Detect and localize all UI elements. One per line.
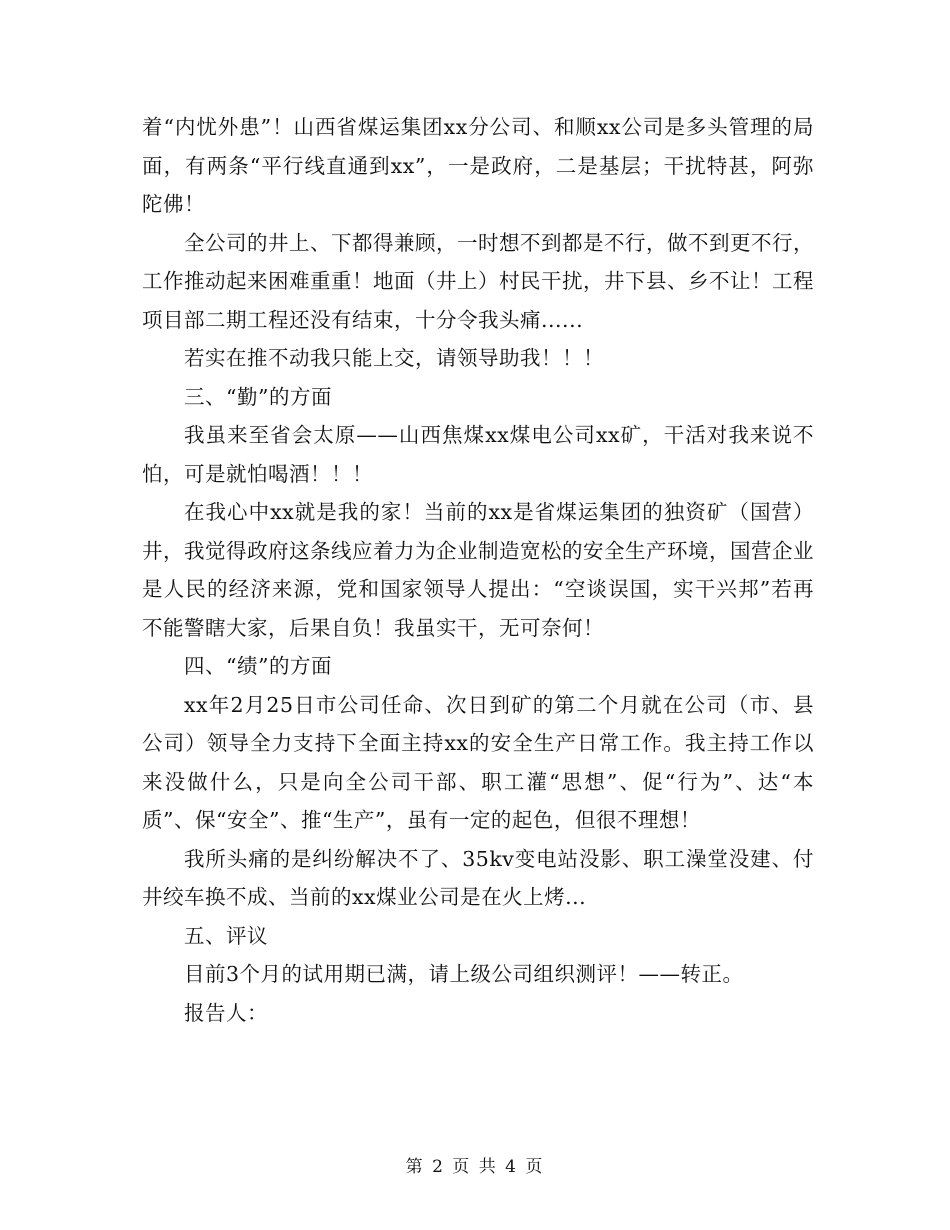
document-body <box>142 108 814 1032</box>
section-heading-pingyi: 五、评议 <box>184 923 268 948</box>
paragraph-8: xx年2月25日市公司任命、次日到矿的第二个月就在公司（市、县公司）领导全力支持下全面主持xx的安全生产日常工作。我主持工作以来没做什么，只是向全公司干部、职工灌“思想”、促“行为”、达“本质”、保“安全”、推“生产”，虽有一定的起色，但很不理想！ <box>142 692 814 832</box>
paragraph-6: 在我心中xx就是我的家！当前的xx是省煤运集团的独资矿（国营）井，我觉得政府这条线应着力为企业制造宽松的安全生产环境，国营企业是人民的经济来源，党和国家领导人提出：“空谈误国，实干兴邦”若再不能警瞎大家，后果自负！我虽实干，无可奈何！ <box>142 500 814 640</box>
paragraph-1: 着“内忧外患”！山西省煤运集团xx分公司、和顺xx公司是多头管理的局面，有两条“平行线直通到xx”，一是政府，二是基层；干扰特甚，阿弥陀佛！ <box>142 115 814 216</box>
paragraph-3: 若实在推不动我只能上交，请领导助我！！！ <box>184 346 604 370</box>
page-number: 第 2 页 共 4 页 <box>405 1157 545 1177</box>
paragraph-2: 全公司的井上、下都得兼顾，一时想不到都是不行，做不到更不行，工作推动起来困难重重！地面（井上）村民干扰，井下县、乡不让！工程项目部二期工程还没有结束，十分令我头痛...... <box>142 230 814 332</box>
paragraph-11: 目前3个月的试用期已满，请上级公司组织测评！——转正。 <box>184 962 744 986</box>
section-heading-ji: 四、“绩”的方面 <box>184 654 332 678</box>
paragraph-5: 我虽来至省会太原——山西焦煤xx煤电公司xx矿，干活对我来说不怕，可是就怕喝酒！！！ <box>142 423 814 486</box>
paragraph-9: 我所头痛的是纠纷解决不了、35kv变电站没影、职工澡堂没建、付井绞车换不成、当前的xx煤业公司是在火上烤... <box>142 846 814 909</box>
reporter-label: 报告人： <box>184 1000 268 1025</box>
section-heading-qin: 三、“勤”的方面 <box>184 384 332 409</box>
